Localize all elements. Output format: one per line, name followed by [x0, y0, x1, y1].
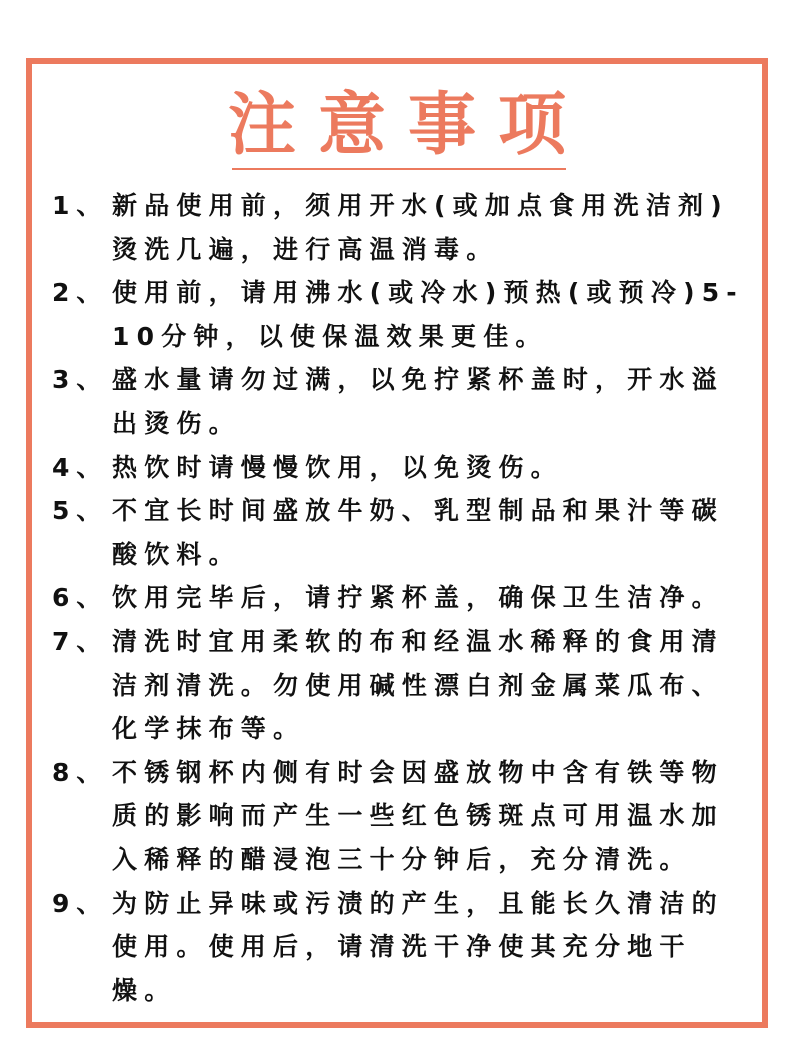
list-item-5 — [52, 489, 752, 576]
item-text: 盛水量请勿过满，以免拧紧杯盖时，开水溢出烫伤。 — [112, 365, 724, 438]
item-text: 不锈钢杯内侧有时会因盛放物中含有铁等物质的影响而产生一些红色锈斑点可用温水加入稀释的醋浸泡三十分钟后，充分清洗。 — [112, 757, 724, 874]
item-number: 6、 — [52, 583, 109, 613]
title-underline — [232, 168, 566, 170]
item-text: 饮用完毕后，请拧紧杯盖，确保卫生洁净。 — [112, 583, 724, 613]
item-number: 2、 — [52, 278, 109, 308]
item-text: 清洗时宜用柔软的布和经温水稀释的食用清洁剂清洗。勿使用碱性漂白剂金属菜瓜布、化学抹布等。 — [112, 626, 724, 744]
item-number: 7、 — [52, 626, 109, 656]
item-number: 4、 — [52, 452, 109, 482]
item-number: 1、 — [52, 191, 109, 220]
item-text: 不宜长时间盛放牛奶、乳型制品和果汁等碳酸饮料。 — [112, 496, 724, 569]
list-item-4 — [52, 446, 752, 490]
item-number: 5、 — [52, 496, 109, 526]
list-item-3 — [52, 358, 752, 445]
item-number: 8、 — [52, 757, 109, 787]
list-item-1 — [52, 184, 752, 271]
notice-frame — [26, 58, 768, 1028]
item-text: 热饮时请慢慢饮用，以免烫伤。 — [112, 452, 563, 482]
list-item-9 — [52, 882, 752, 1013]
list-item-8 — [52, 751, 752, 882]
notice-list — [52, 184, 752, 1012]
item-number: 9、 — [52, 888, 109, 918]
item-text: 新品使用前，须用开水(或加点食用洗洁剂)烫洗几遍，进行高温消毒。 — [112, 191, 729, 264]
item-text: 使用前，请用沸水(或冷水)预热(或预冷)5-10分钟，以使保温效果更佳。 — [112, 278, 744, 351]
page-title: 注意事项 — [227, 86, 588, 165]
item-text: 为防止异味或污渍的产生，且能长久清洁的使用。使用后，请清洗干净使其充分地干燥。 — [112, 888, 724, 1005]
list-item-6 — [52, 576, 752, 620]
list-item-2 — [52, 271, 752, 358]
list-item-7 — [52, 620, 752, 751]
item-number: 3、 — [52, 365, 109, 395]
